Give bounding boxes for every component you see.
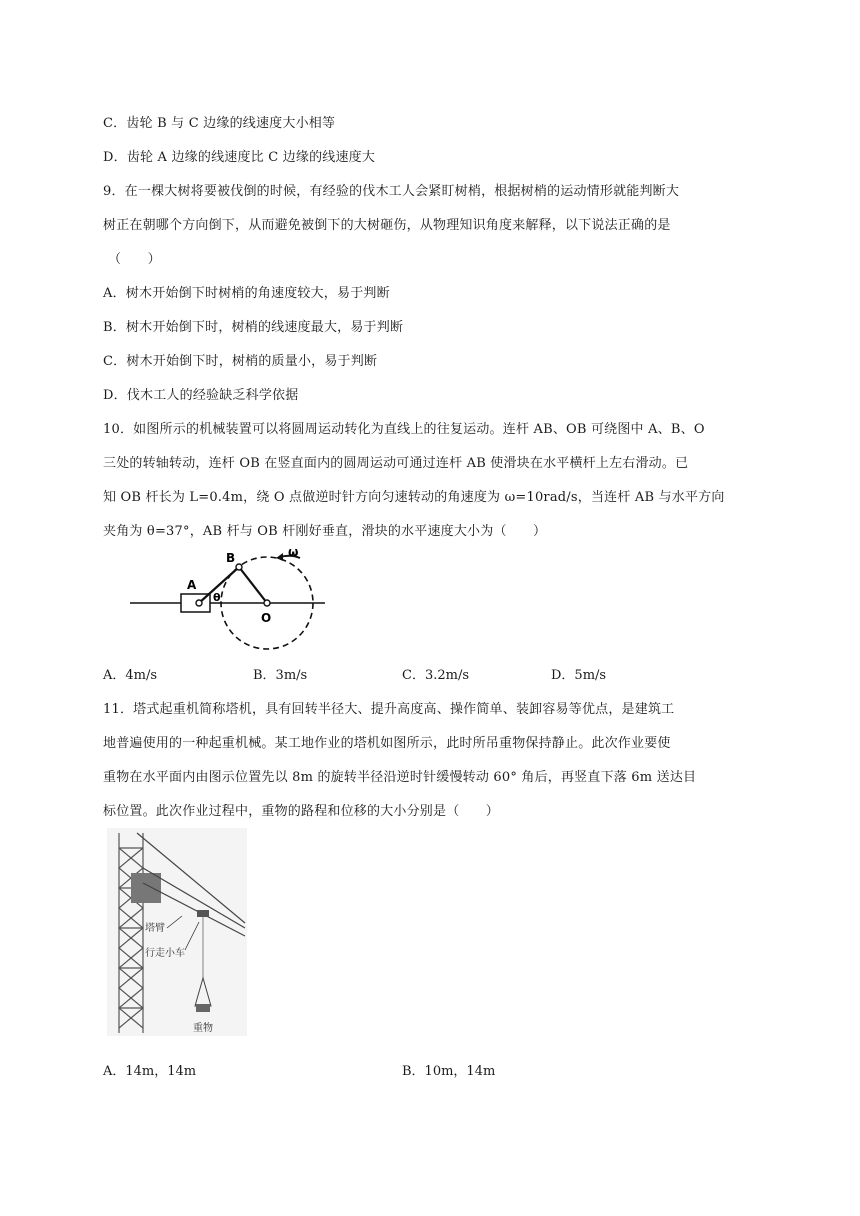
label-arm: 塔臂 bbox=[145, 923, 165, 934]
label-weight: 重物 bbox=[193, 1023, 213, 1034]
q11-stem-line3: 重物在水平面内由图示位置先以 8m 的旋转半径沿逆时针缓慢转动 60° 角后，再竖直下落 6m 送达目 bbox=[103, 770, 697, 785]
label-a: A bbox=[187, 578, 197, 592]
q9-option-a: A．树木开始倒下时树梢的角速度较大，易于判断 bbox=[103, 286, 390, 301]
q10-option-d: D．5m/s bbox=[551, 668, 607, 683]
q11-stem-line2: 地普遍使用的一种起重机械。某工地作业的塔机如图所示，此时所吊重物保持静止。此次作业要使 bbox=[103, 736, 671, 751]
q8-option-d: D．齿轮 A 边缘的线速度比 C 边缘的线速度大 bbox=[103, 150, 376, 165]
q10-option-c: C．3.2m/s bbox=[402, 668, 469, 683]
label-b: B bbox=[226, 551, 236, 565]
q9-answer-bracket: （ ） bbox=[108, 252, 161, 267]
q10-option-a: A．4m/s bbox=[103, 668, 158, 683]
joint-b bbox=[236, 564, 242, 570]
q11-stem-line1: 11．塔式起重机简称塔机，具有回转半径大、提升高度高、操作简单、装卸容易等优点，是建筑工 bbox=[103, 702, 675, 717]
q10-stem-line1: 10．如图所示的机械装置可以将圆周运动转化为直线上的往复运动。连杆 AB、OB 可绕图中 A、B、O bbox=[103, 422, 705, 437]
q9-stem-line2: 树正在朝哪个方向倒下，从而避免被倒下的大树砸伤，从物理知识角度来解释，以下说法正确的是 bbox=[103, 218, 671, 233]
q11-option-a: A．14m，14m bbox=[103, 1064, 197, 1079]
q11-option-b: B．10m，14m bbox=[402, 1064, 496, 1079]
label-o: O bbox=[261, 611, 272, 625]
label-omega: ω bbox=[288, 545, 299, 559]
q8-option-c: C．齿轮 B 与 C 边缘的线速度大小相等 bbox=[103, 116, 336, 131]
load-weight bbox=[196, 1004, 210, 1012]
q9-stem-line1: 9．在一棵大树将要被伐倒的时候，有经验的伐木工人会紧盯树梢，根据树梢的运动情形就能判断大 bbox=[103, 184, 680, 199]
crane-cab bbox=[131, 873, 161, 903]
q10-stem-line3: 知 OB 杆长为 L=0.4m，绕 O 点做逆时针方向匀速转动的角速度为 ω=10rad/s，当连杆 AB 与水平方向 bbox=[103, 490, 725, 505]
photo-background bbox=[107, 828, 247, 1036]
label-trolley: 行走小车 bbox=[145, 948, 185, 959]
q11-crane-photo bbox=[107, 828, 247, 1036]
q10-linkage-figure bbox=[125, 545, 335, 650]
q10-stem-line2: 三处的转轴转动，连杆 OB 在竖直面内的圆周运动可通过连杆 AB 使滑块在水平横杆上左右滑动。已 bbox=[103, 456, 689, 471]
q9-option-b: B．树木开始倒下时，树梢的线速度最大，易于判断 bbox=[103, 320, 404, 335]
omega-arrowhead bbox=[276, 553, 283, 561]
rod-ob bbox=[239, 567, 267, 603]
q11-stem-line4: 标位置。此次作业过程中，重物的路程和位移的大小分别是（ ） bbox=[103, 804, 500, 819]
trolley bbox=[197, 910, 209, 917]
q10-stem-line4: 夹角为 θ=37°，AB 杆与 OB 杆刚好垂直，滑块的水平速度大小为（ ） bbox=[103, 524, 547, 539]
q10-option-b: B．3m/s bbox=[253, 668, 308, 683]
q9-option-d: D．伐木工人的经验缺乏科学依据 bbox=[103, 388, 299, 403]
joint-a bbox=[196, 600, 202, 606]
joint-o bbox=[264, 600, 270, 606]
label-theta: θ bbox=[213, 591, 221, 604]
q9-option-c: C．树木开始倒下时，树梢的质量小，易于判断 bbox=[103, 354, 378, 369]
